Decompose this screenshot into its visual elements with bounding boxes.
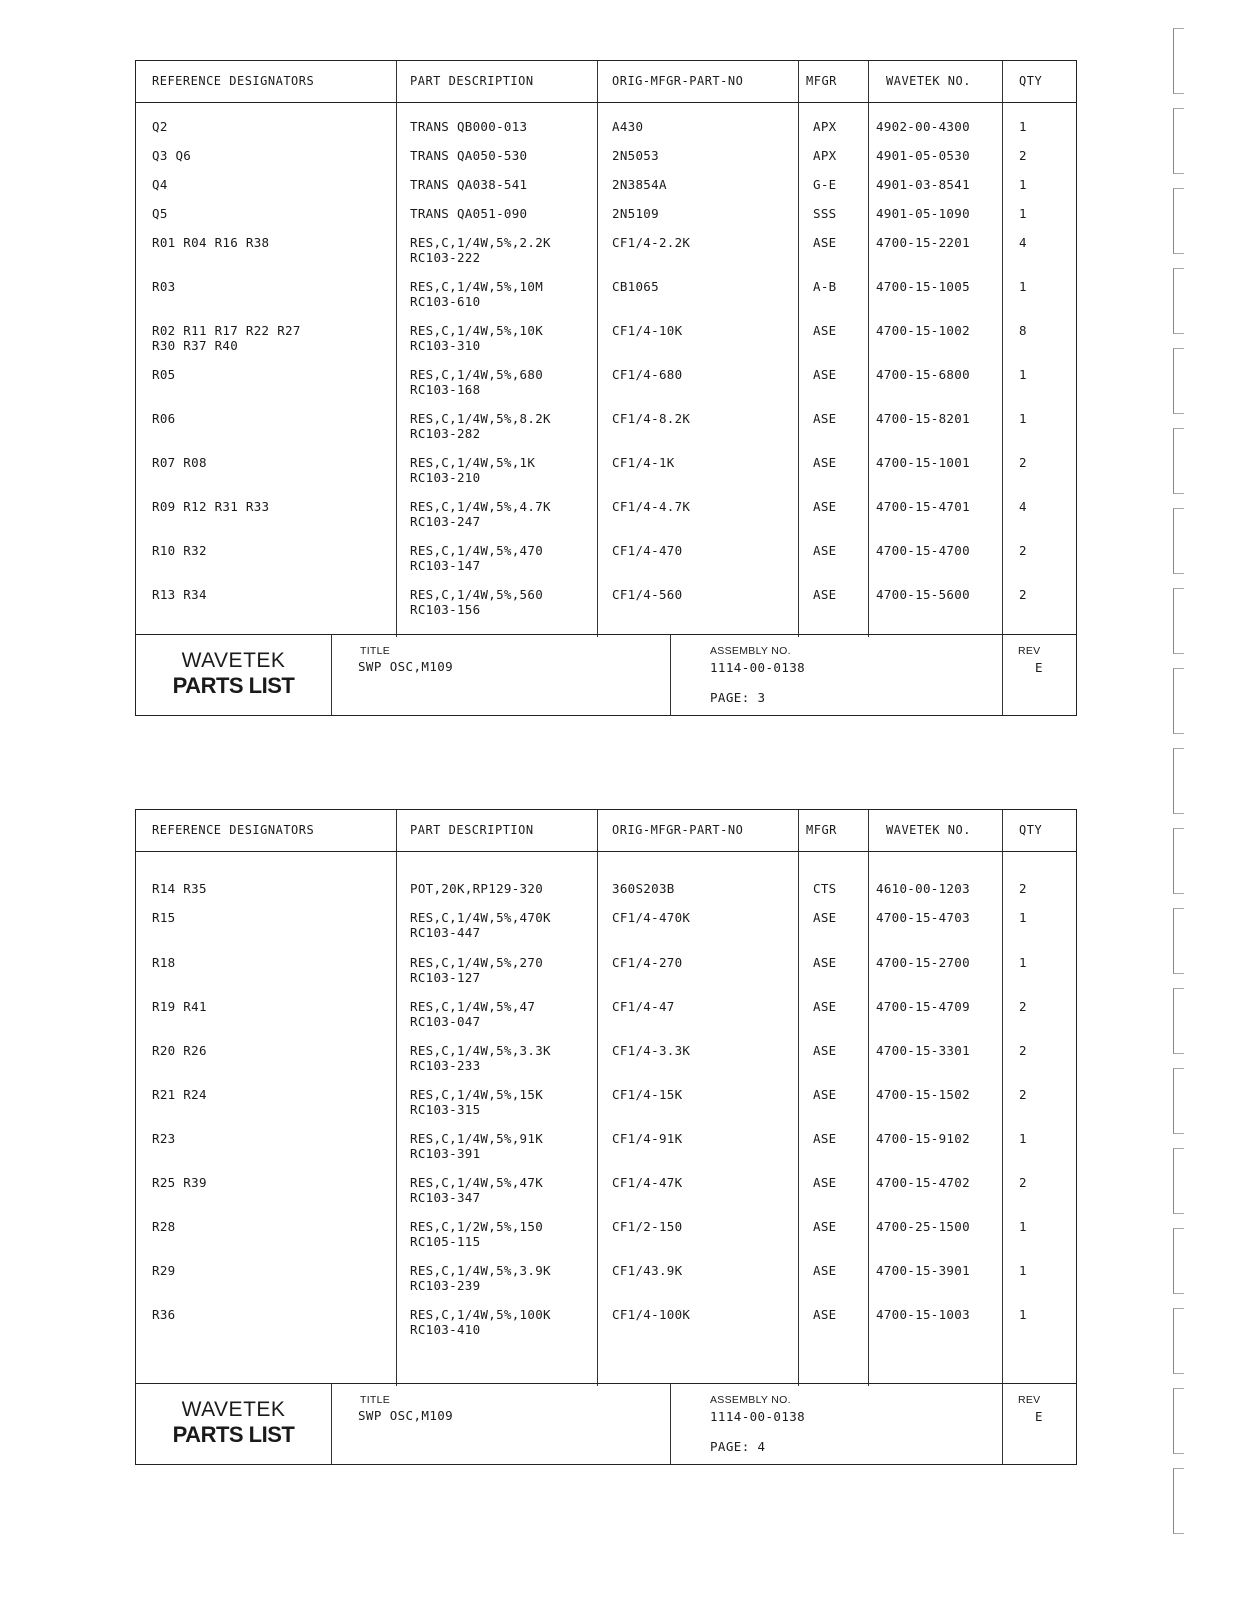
cell-ref-designators: R15 — [152, 910, 176, 925]
cell-qty: 1 — [1019, 119, 1027, 134]
cell-orig-mfgr-part-no: A430 — [612, 119, 644, 134]
binder-margin-mark — [1173, 1068, 1184, 1134]
cell-mfgr: CTS — [813, 881, 837, 896]
binder-margin-mark — [1173, 268, 1184, 334]
cell-qty: 1 — [1019, 279, 1027, 294]
header-rule — [136, 102, 1076, 103]
title-block — [136, 1383, 1076, 1464]
binder-margin-mark — [1173, 748, 1184, 814]
cell-orig-mfgr-part-no: CF1/4-2.2K — [612, 235, 691, 250]
cell-qty: 1 — [1019, 367, 1027, 382]
column-header-orig-mfgr-part-no: ORIG-MFGR-PART-NO — [612, 74, 744, 88]
title-label: TITLE — [360, 645, 391, 657]
cell-qty: 8 — [1019, 323, 1027, 338]
cell-part-description: RES,C,1/4W,5%,15K RC103-315 — [410, 1087, 544, 1117]
cell-orig-mfgr-part-no: 360S203B — [612, 881, 675, 896]
cell-mfgr: ASE — [813, 543, 837, 558]
cell-part-description: RES,C,1/4W,5%,470K RC103-447 — [410, 910, 551, 940]
cell-qty: 1 — [1019, 1131, 1027, 1146]
cell-orig-mfgr-part-no: CF1/4-1K — [612, 455, 675, 470]
cell-ref-designators: R28 — [152, 1219, 176, 1234]
cell-wavetek-no: 4902-00-4300 — [876, 119, 970, 134]
binder-margin-mark — [1173, 668, 1184, 734]
column-header-mfgr: MFGR — [806, 823, 837, 837]
column-divider — [396, 61, 397, 637]
binder-margin-mark — [1173, 908, 1184, 974]
column-header-wavetek-no: WAVETEK NO. — [886, 74, 971, 88]
column-header-part-description: PART DESCRIPTION — [410, 74, 534, 88]
cell-part-description: TRANS QB000-013 — [410, 119, 528, 134]
cell-mfgr: ASE — [813, 1131, 837, 1146]
cell-qty: 4 — [1019, 235, 1027, 250]
cell-orig-mfgr-part-no: CF1/4-100K — [612, 1307, 691, 1322]
cell-mfgr: G-E — [813, 177, 837, 192]
cell-ref-designators: R19 R41 — [152, 999, 207, 1014]
column-divider — [798, 61, 799, 637]
cell-orig-mfgr-part-no: CF1/2-150 — [612, 1219, 683, 1234]
cell-mfgr: ASE — [813, 235, 837, 250]
cell-orig-mfgr-part-no: CF1/4-15K — [612, 1087, 683, 1102]
cell-ref-designators: R20 R26 — [152, 1043, 207, 1058]
column-divider — [597, 61, 598, 637]
cell-part-description: RES,C,1/4W,5%,470 RC103-147 — [410, 543, 544, 573]
cell-qty: 2 — [1019, 881, 1027, 896]
rev-value: E — [1035, 1409, 1043, 1424]
cell-orig-mfgr-part-no: CF1/4-91K — [612, 1131, 683, 1146]
cell-ref-designators: R01 R04 R16 R38 — [152, 235, 270, 250]
rev-value: E — [1035, 660, 1043, 675]
column-divider — [868, 810, 869, 1386]
title-block-divider — [670, 1384, 671, 1464]
cell-orig-mfgr-part-no: CB1065 — [612, 279, 659, 294]
cell-ref-designators: R14 R35 — [152, 881, 207, 896]
cell-ref-designators: R23 — [152, 1131, 176, 1146]
column-header-wavetek-no: WAVETEK NO. — [886, 823, 971, 837]
cell-ref-designators: R36 — [152, 1307, 176, 1322]
binder-margin-mark — [1173, 588, 1184, 654]
cell-wavetek-no: 4700-15-1001 — [876, 455, 970, 470]
cell-part-description: RES,C,1/4W,5%,91K RC103-391 — [410, 1131, 544, 1161]
cell-mfgr: ASE — [813, 1263, 837, 1278]
cell-qty: 1 — [1019, 411, 1027, 426]
wavetek-logo — [136, 1384, 331, 1464]
cell-wavetek-no: 4700-15-8201 — [876, 411, 970, 426]
cell-orig-mfgr-part-no: CF1/4-470K — [612, 910, 691, 925]
cell-wavetek-no: 4700-25-1500 — [876, 1219, 970, 1234]
cell-mfgr: ASE — [813, 411, 837, 426]
cell-part-description: RES,C,1/4W,5%,2.2K RC103-222 — [410, 235, 551, 265]
binder-margin-mark — [1173, 828, 1184, 894]
cell-qty: 2 — [1019, 1087, 1027, 1102]
cell-ref-designators: R06 — [152, 411, 176, 426]
cell-wavetek-no: 4700-15-4703 — [876, 910, 970, 925]
cell-ref-designators: R21 R24 — [152, 1087, 207, 1102]
parts-list-sheet-page-3 — [135, 60, 1077, 716]
title-block-divider — [331, 1384, 332, 1464]
cell-orig-mfgr-part-no: CF1/4-3.3K — [612, 1043, 691, 1058]
cell-mfgr: SSS — [813, 206, 837, 221]
cell-qty: 2 — [1019, 148, 1027, 163]
cell-qty: 2 — [1019, 543, 1027, 558]
cell-part-description: RES,C,1/4W,5%,100K RC103-410 — [410, 1307, 551, 1337]
cell-ref-designators: R25 R39 — [152, 1175, 207, 1190]
binder-margin-mark — [1173, 188, 1184, 254]
cell-part-description: RES,C,1/4W,5%,560 RC103-156 — [410, 587, 544, 617]
cell-ref-designators: R10 R32 — [152, 543, 207, 558]
cell-wavetek-no: 4700-15-4709 — [876, 999, 970, 1014]
cell-orig-mfgr-part-no: CF1/4-680 — [612, 367, 683, 382]
rev-label: REV — [1018, 645, 1041, 657]
cell-mfgr: ASE — [813, 499, 837, 514]
cell-part-description: TRANS QA038-541 — [410, 177, 528, 192]
cell-qty: 2 — [1019, 999, 1027, 1014]
cell-mfgr: APX — [813, 148, 837, 163]
cell-wavetek-no: 4700-15-1502 — [876, 1087, 970, 1102]
binder-margin-mark — [1173, 428, 1184, 494]
cell-part-description: RES,C,1/4W,5%,47K RC103-347 — [410, 1175, 544, 1205]
cell-part-description: RES,C,1/4W,5%,3.9K RC103-239 — [410, 1263, 551, 1293]
title-block-divider — [1002, 1384, 1003, 1464]
cell-qty: 2 — [1019, 455, 1027, 470]
binder-margin-mark — [1173, 1388, 1184, 1454]
cell-orig-mfgr-part-no: CF1/4-4.7K — [612, 499, 691, 514]
binder-margin-mark — [1173, 988, 1184, 1054]
cell-wavetek-no: 4700-15-2201 — [876, 235, 970, 250]
cell-qty: 4 — [1019, 499, 1027, 514]
assembly-no-label: ASSEMBLY NO. — [710, 1394, 791, 1406]
cell-mfgr: ASE — [813, 1087, 837, 1102]
assembly-no-value: 1114-00-0138 — [710, 660, 806, 675]
cell-ref-designators: R13 R34 — [152, 587, 207, 602]
cell-part-description: RES,C,1/4W,5%,680 RC103-168 — [410, 367, 544, 397]
cell-orig-mfgr-part-no: 2N5109 — [612, 206, 659, 221]
cell-wavetek-no: 4700-15-2700 — [876, 955, 970, 970]
cell-part-description: TRANS QA050-530 — [410, 148, 528, 163]
cell-wavetek-no: 4700-15-1005 — [876, 279, 970, 294]
document-type: PARTS LIST — [172, 673, 295, 698]
title-value: SWP OSC,M109 — [358, 659, 454, 674]
cell-ref-designators: R09 R12 R31 R33 — [152, 499, 270, 514]
cell-mfgr: ASE — [813, 1219, 837, 1234]
cell-wavetek-no: 4700-15-3301 — [876, 1043, 970, 1058]
binder-margin-mark — [1173, 1308, 1184, 1374]
cell-mfgr: ASE — [813, 1043, 837, 1058]
cell-qty: 1 — [1019, 1307, 1027, 1322]
cell-mfgr: APX — [813, 119, 837, 134]
parts-list-sheet-page-4 — [135, 809, 1077, 1465]
cell-orig-mfgr-part-no: CF1/4-47 — [612, 999, 675, 1014]
cell-ref-designators: R02 R11 R17 R22 R27 R30 R37 R40 — [152, 323, 301, 353]
cell-qty: 2 — [1019, 1175, 1027, 1190]
title-block — [136, 634, 1076, 715]
cell-ref-designators: Q3 Q6 — [152, 148, 192, 163]
cell-qty: 1 — [1019, 955, 1027, 970]
binder-margin-mark — [1173, 508, 1184, 574]
binder-margin-mark — [1173, 1148, 1184, 1214]
cell-wavetek-no: 4700-15-1002 — [876, 323, 970, 338]
cell-wavetek-no: 4700-15-6800 — [876, 367, 970, 382]
cell-orig-mfgr-part-no: CF1/4-270 — [612, 955, 683, 970]
column-divider — [396, 810, 397, 1386]
cell-wavetek-no: 4700-15-5600 — [876, 587, 970, 602]
cell-ref-designators: Q2 — [152, 119, 168, 134]
binder-margin-mark — [1173, 1468, 1184, 1534]
cell-mfgr: ASE — [813, 910, 837, 925]
title-block-divider — [331, 635, 332, 715]
cell-wavetek-no: 4700-15-4701 — [876, 499, 970, 514]
cell-wavetek-no: 4700-15-9102 — [876, 1131, 970, 1146]
cell-qty: 2 — [1019, 1043, 1027, 1058]
cell-part-description: RES,C,1/2W,5%,150 RC105-115 — [410, 1219, 544, 1249]
wavetek-logo — [136, 635, 331, 715]
cell-part-description: TRANS QA051-090 — [410, 206, 528, 221]
cell-mfgr: ASE — [813, 999, 837, 1014]
cell-orig-mfgr-part-no: CF1/43.9K — [612, 1263, 683, 1278]
cell-mfgr: ASE — [813, 1307, 837, 1322]
cell-wavetek-no: 4901-03-8541 — [876, 177, 970, 192]
column-header-qty: QTY — [1019, 823, 1043, 837]
header-rule — [136, 851, 1076, 852]
cell-ref-designators: R05 — [152, 367, 176, 382]
cell-orig-mfgr-part-no: CF1/4-560 — [612, 587, 683, 602]
cell-part-description: RES,C,1/4W,5%,8.2K RC103-282 — [410, 411, 551, 441]
cell-mfgr: A-B — [813, 279, 837, 294]
cell-qty: 1 — [1019, 206, 1027, 221]
binder-margin-mark — [1173, 108, 1184, 174]
cell-orig-mfgr-part-no: CF1/4-10K — [612, 323, 683, 338]
cell-ref-designators: R18 — [152, 955, 176, 970]
column-divider — [1002, 61, 1003, 637]
brand-name: WAVETEK — [181, 649, 286, 672]
cell-qty: 1 — [1019, 1263, 1027, 1278]
column-divider — [1002, 810, 1003, 1386]
title-label: TITLE — [360, 1394, 391, 1406]
column-header-ref-designators: REFERENCE DESIGNATORS — [152, 74, 315, 88]
cell-part-description: POT,20K,RP129-320 — [410, 881, 544, 896]
page-number: PAGE: 3 — [710, 690, 766, 705]
cell-part-description: RES,C,1/4W,5%,3.3K RC103-233 — [410, 1043, 551, 1073]
cell-mfgr: ASE — [813, 955, 837, 970]
cell-ref-designators: Q4 — [152, 177, 168, 192]
cell-qty: 1 — [1019, 1219, 1027, 1234]
cell-mfgr: ASE — [813, 455, 837, 470]
title-block-divider — [1002, 635, 1003, 715]
cell-part-description: RES,C,1/4W,5%,1K RC103-210 — [410, 455, 536, 485]
title-block-divider — [670, 635, 671, 715]
cell-mfgr: ASE — [813, 1175, 837, 1190]
cell-ref-designators: Q5 — [152, 206, 168, 221]
cell-mfgr: ASE — [813, 367, 837, 382]
cell-wavetek-no: 4901-05-1090 — [876, 206, 970, 221]
assembly-no-label: ASSEMBLY NO. — [710, 645, 791, 657]
column-header-ref-designators: REFERENCE DESIGNATORS — [152, 823, 315, 837]
cell-wavetek-no: 4700-15-1003 — [876, 1307, 970, 1322]
cell-ref-designators: R29 — [152, 1263, 176, 1278]
cell-part-description: RES,C,1/4W,5%,10K RC103-310 — [410, 323, 544, 353]
cell-qty: 2 — [1019, 587, 1027, 602]
cell-part-description: RES,C,1/4W,5%,47 RC103-047 — [410, 999, 536, 1029]
cell-part-description: RES,C,1/4W,5%,10M RC103-610 — [410, 279, 544, 309]
column-header-part-description: PART DESCRIPTION — [410, 823, 534, 837]
column-header-qty: QTY — [1019, 74, 1043, 88]
cell-orig-mfgr-part-no: CF1/4-47K — [612, 1175, 683, 1190]
cell-orig-mfgr-part-no: 2N5053 — [612, 148, 659, 163]
cell-wavetek-no: 4901-05-0530 — [876, 148, 970, 163]
title-value: SWP OSC,M109 — [358, 1408, 454, 1423]
page-number: PAGE: 4 — [710, 1439, 766, 1454]
binder-margin-mark — [1173, 28, 1184, 94]
column-header-orig-mfgr-part-no: ORIG-MFGR-PART-NO — [612, 823, 744, 837]
cell-ref-designators: R07 R08 — [152, 455, 207, 470]
cell-qty: 1 — [1019, 177, 1027, 192]
binder-margin-mark — [1173, 348, 1184, 414]
cell-orig-mfgr-part-no: CF1/4-8.2K — [612, 411, 691, 426]
cell-wavetek-no: 4700-15-4702 — [876, 1175, 970, 1190]
document-type: PARTS LIST — [172, 1422, 295, 1447]
cell-part-description: RES,C,1/4W,5%,270 RC103-127 — [410, 955, 544, 985]
brand-name: WAVETEK — [181, 1398, 286, 1421]
rev-label: REV — [1018, 1394, 1041, 1406]
cell-wavetek-no: 4700-15-3901 — [876, 1263, 970, 1278]
cell-mfgr: ASE — [813, 587, 837, 602]
cell-qty: 1 — [1019, 910, 1027, 925]
binder-margin-mark — [1173, 1228, 1184, 1294]
cell-orig-mfgr-part-no: CF1/4-470 — [612, 543, 683, 558]
column-divider — [798, 810, 799, 1386]
cell-mfgr: ASE — [813, 323, 837, 338]
column-divider — [868, 61, 869, 637]
cell-orig-mfgr-part-no: 2N3854A — [612, 177, 667, 192]
cell-ref-designators: R03 — [152, 279, 176, 294]
assembly-no-value: 1114-00-0138 — [710, 1409, 806, 1424]
column-header-mfgr: MFGR — [806, 74, 837, 88]
cell-wavetek-no: 4700-15-4700 — [876, 543, 970, 558]
cell-part-description: RES,C,1/4W,5%,4.7K RC103-247 — [410, 499, 551, 529]
cell-wavetek-no: 4610-00-1203 — [876, 881, 970, 896]
column-divider — [597, 810, 598, 1386]
